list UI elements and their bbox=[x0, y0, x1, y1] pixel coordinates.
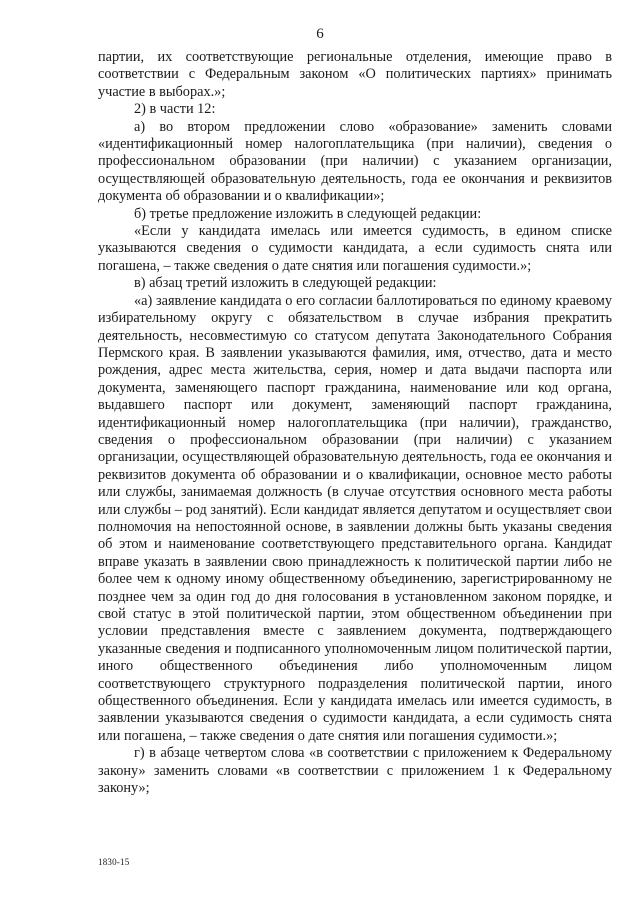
paragraph-6: в) абзац третий изложить в следующей редакции: bbox=[134, 275, 437, 292]
paragraph-8: г) в абзаце четвертом слова «в соответствии с приложением к Федеральному закону» заменить словами «в соответствии с приложением 1 к Федеральному закону»; bbox=[98, 745, 612, 797]
paragraph-7: «а) заявление кандидата о его согласии баллотироваться по единому краевому избирательному округу с обязательством в случае избрания прекратить деятельность, несовместимую со статусом депутата Законодательного Собрания Пермского края. В заявлении указываются фамилия, имя, отчество, дата и место рождения, адрес места жительства, серия, номер и дата выдачи паспорта или документа, заменяющего паспорт гражданина, наименование или код органа, выдавшего паспорт или документ, заменяющий паспорт гражданина, идентификационный номер налогоплательщика (при наличии), гражданство, сведения о профессиональном образовании (при наличии) с указанием организации, осуществляющей образовательную деятельность, года ее окончания и реквизитов документа об образовании и о квалификации, основное место работы или службы, занимаемая должность (в случае отсутствия основного места работы или службы – род занятий). Если кандидат является депутатом и осуществляет свои полномочия на непостоянной основе, в заявлении должны быть указаны сведения об этом и наименование соответствующего представительного органа. Кандидат вправе указать в заявлении свою принадлежность к политической партии либо не более чем к одному иному общественному объединению, зарегистрированному не позднее чем за один год до дня голосования в установленном законом порядке, и свой статус в этой политической партии, этом общественном объединении при условии представления вместе с заявлением документа, подтверждающего указанные сведения и подписанного уполномоченным лицом политической партии, иного общественного объединения либо уполномоченным лицом соответствующего структурного подразделения политической партии, иного общественного объединения. Если у кандидата имелась или имеется судимость, в заявлении указываются сведения о судимости кандидата, а если судимость снята или погашена, – также сведения о дате снятия или погашения судимости.»; bbox=[98, 292, 612, 744]
page-number: 6 bbox=[316, 26, 324, 42]
paragraph-3: а) во втором предложении слово «образование» заменить словами «идентификационный номер налогоплательщика (при наличии), сведения о профессиональном образовании (при наличии) с указанием организации, осуществляющей образовательную деятельность, года ее окончания и реквизитов документа об образовании и о квалификации»; bbox=[98, 118, 612, 205]
footer-document-code: 1830-15 bbox=[98, 857, 130, 867]
paragraph-2: 2) в части 12: bbox=[134, 101, 216, 118]
paragraph-5: «Если у кандидата имелась или имеется судимость, в едином списке указываются сведения о судимости кандидата, а если судимость снята или погашена, – также сведения о дате снятия или погашения судимости.»; bbox=[98, 223, 612, 274]
paragraph-4: б) третье предложение изложить в следующей редакции: bbox=[134, 205, 482, 222]
paragraph-1: партии, их соответствующие региональные отделения, имеющие право в соответствии с Федеральным законом «О политических партиях» принимать участие в выборах.»; bbox=[98, 49, 612, 100]
document-body bbox=[98, 49, 612, 797]
